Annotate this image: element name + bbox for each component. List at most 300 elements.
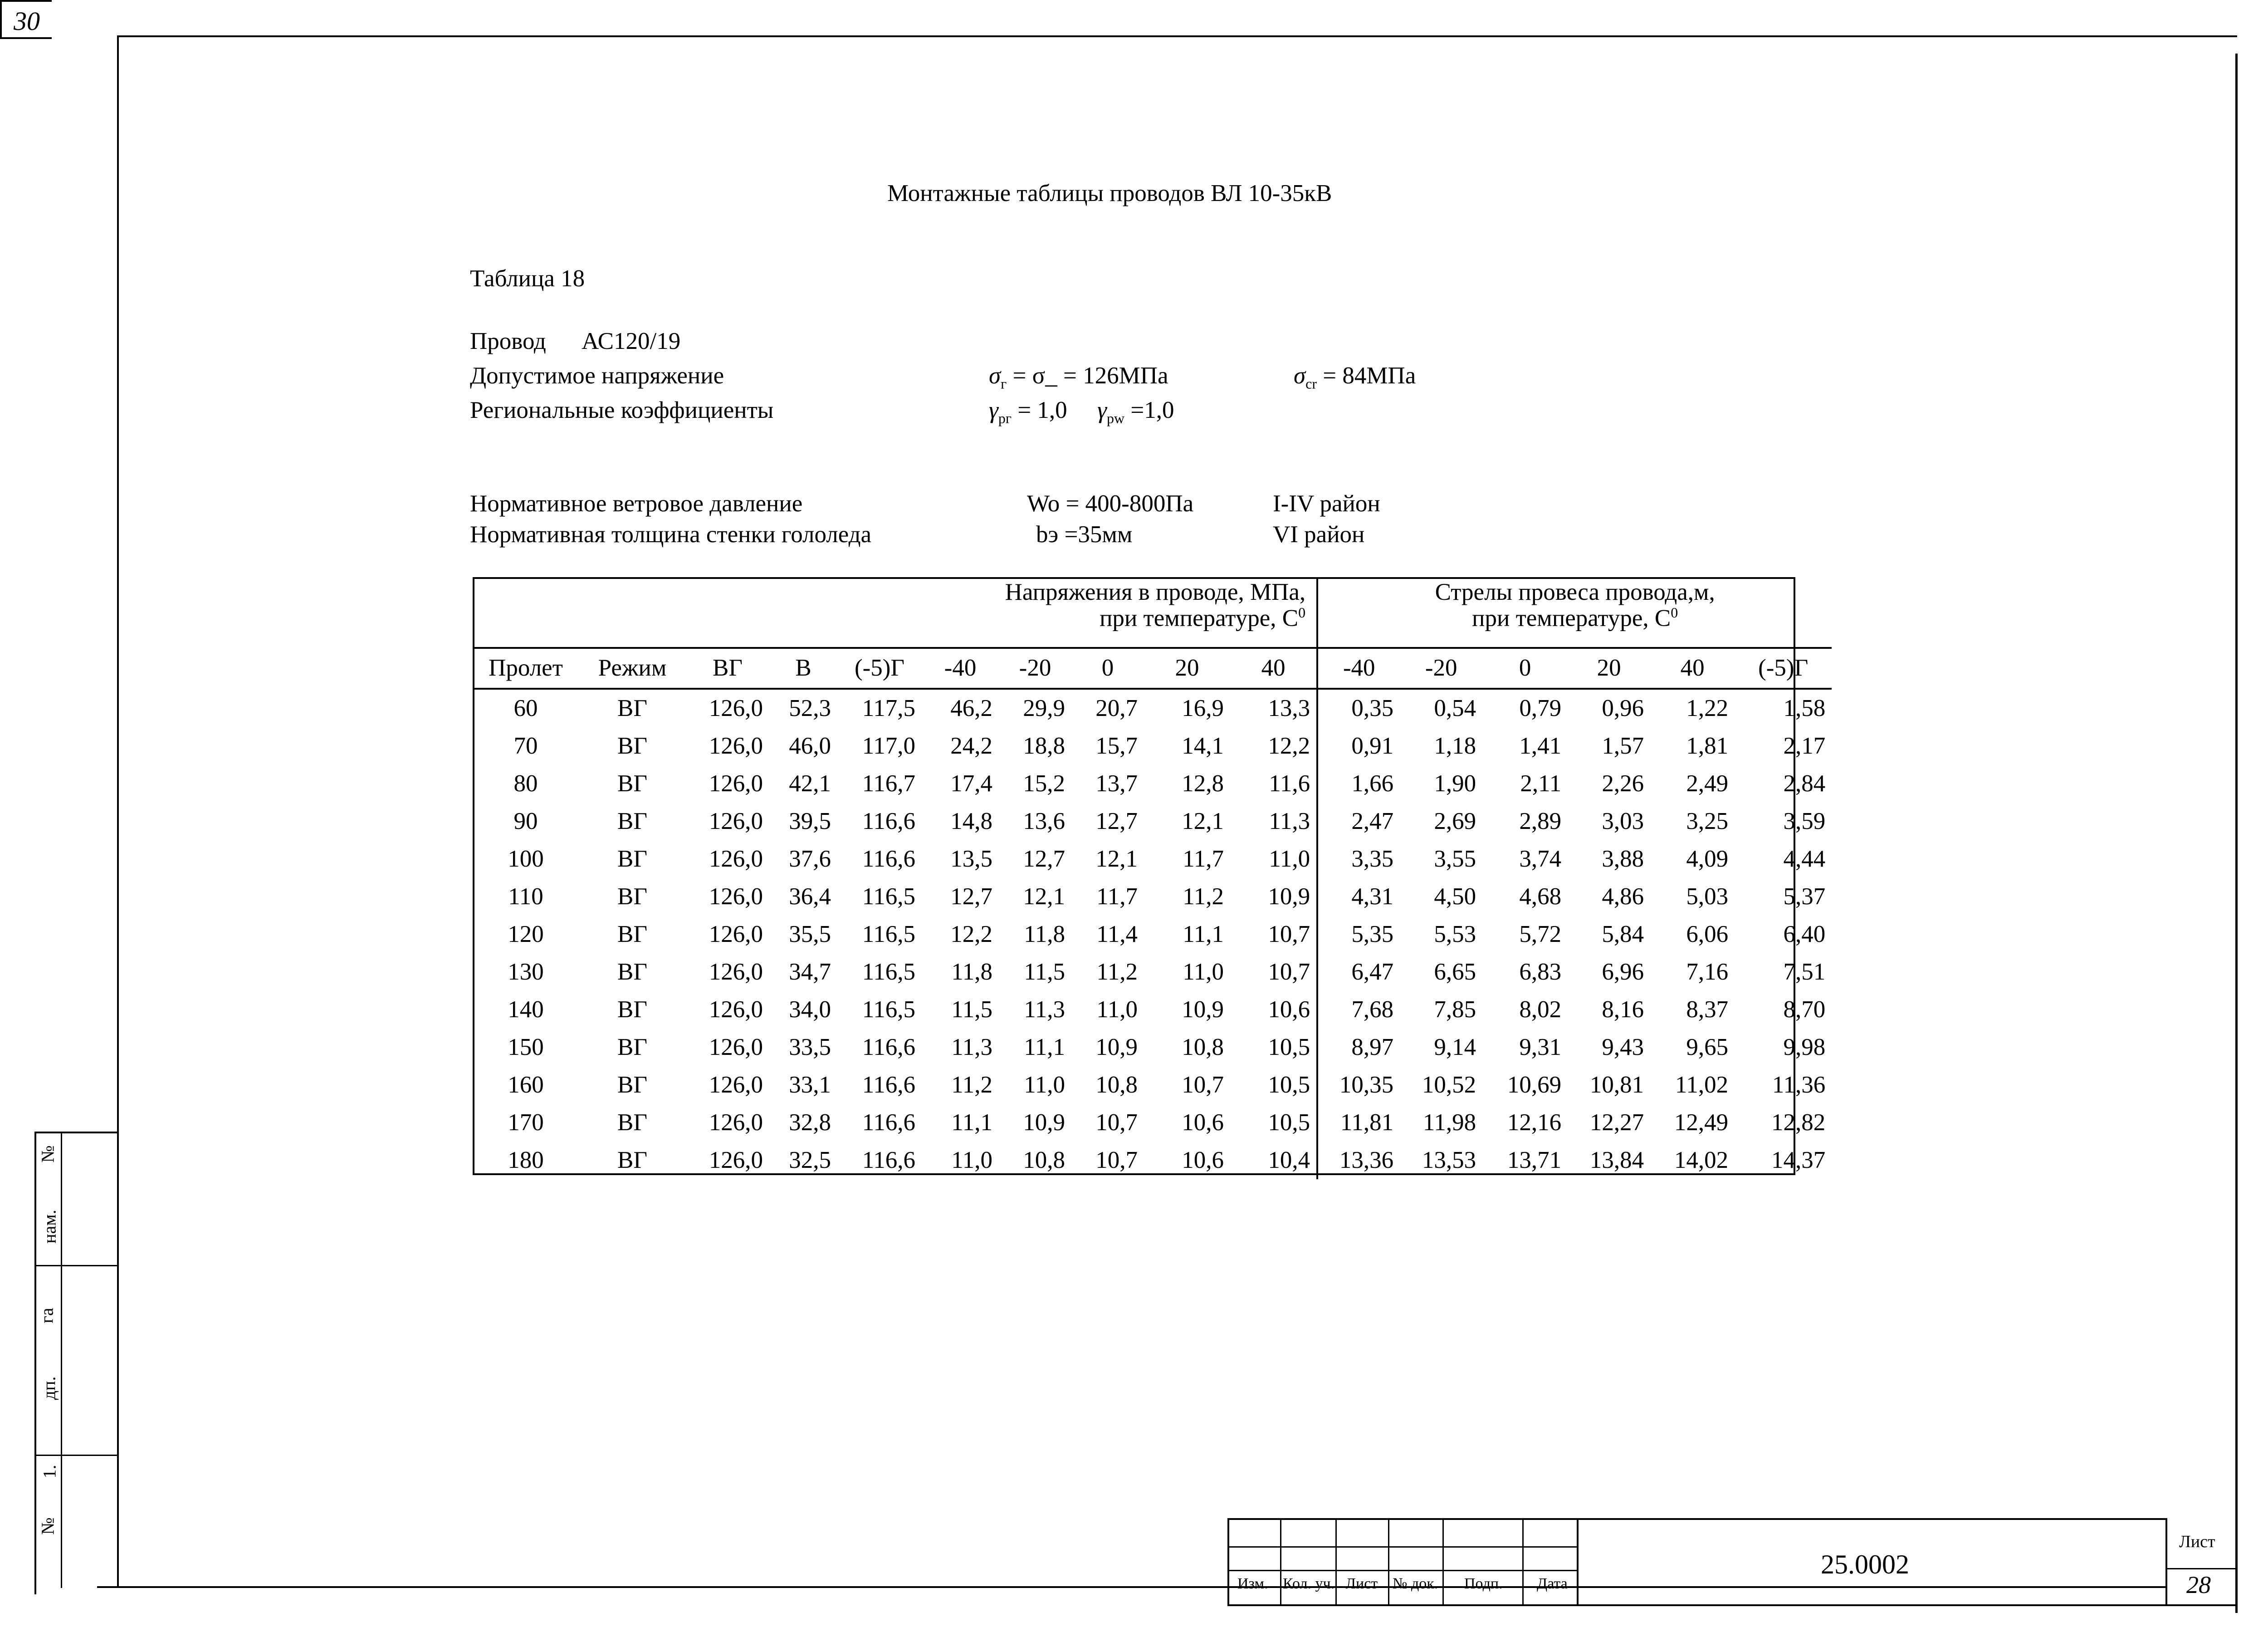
frame-left [117, 35, 119, 1588]
table-cell: 11,3 [1024, 996, 1065, 1023]
table-cell: 11,2 [951, 1071, 992, 1098]
stress-cr [1294, 364, 1416, 391]
table-cell: 9,98 [1783, 1034, 1826, 1060]
table-cell: 126,0 [709, 1147, 763, 1173]
table-cell: 24,2 [950, 732, 992, 759]
table-cell: 12,82 [1771, 1109, 1826, 1136]
table-cell: 2,69 [1434, 808, 1476, 834]
table-cell: 12,16 [1507, 1109, 1562, 1136]
table-cell: 10,81 [1589, 1071, 1644, 1098]
side-stamp-label: га [36, 1308, 57, 1323]
table-cell: 6,06 [1686, 921, 1729, 947]
sag-group-header [1317, 577, 1832, 648]
title-block-label-izm: Изм. [1237, 1575, 1268, 1592]
table-cell: 12,1 [1095, 845, 1138, 872]
table-cell: 110 [508, 883, 543, 910]
table-cell: 10,69 [1507, 1071, 1562, 1098]
table-cell: 11,7 [1096, 883, 1138, 910]
table-cell: 11,0 [1024, 1071, 1065, 1098]
sigma-cr-sub: cr [1305, 375, 1317, 392]
table-cell: 1,18 [1434, 732, 1476, 759]
column-header: (-5)Г [837, 648, 922, 689]
table-cell: 126,0 [709, 921, 763, 947]
wind-value: Wo = 400-800Па [1027, 490, 1194, 517]
table-cell: 10,5 [1230, 1104, 1317, 1142]
column-header: (-5)Г [1735, 648, 1832, 689]
side-stamp-div1 [34, 1265, 119, 1266]
table-cell: 10,9 [1182, 996, 1224, 1023]
table-row [473, 1142, 1832, 1179]
frame-bottom-right [2165, 1604, 2237, 1606]
table-cell: 3,88 [1602, 845, 1644, 872]
table-cell: 3,25 [1686, 808, 1729, 834]
table-cell: 1,66 [1351, 770, 1394, 797]
table-cell: 130 [508, 958, 544, 985]
table-cell: 10,8 [1095, 1071, 1138, 1098]
table-cell: 4,09 [1686, 845, 1729, 872]
table-cell: 1,58 [1783, 695, 1826, 721]
table-cell: 5,37 [1783, 883, 1826, 910]
table-cell: 80 [513, 770, 538, 797]
table-row [473, 991, 1832, 1029]
table-cell: 10,6 [1182, 1147, 1224, 1173]
table-cell: 126,0 [709, 732, 763, 759]
table-cell: ВГ [617, 996, 647, 1023]
table-cell: 0,91 [1351, 732, 1394, 759]
frame-bottom [97, 1586, 2165, 1588]
table-cell: 13,7 [1095, 770, 1138, 797]
table-cell: 8,70 [1783, 996, 1826, 1023]
coef-values [989, 398, 1174, 426]
table-cell: 11,6 [1230, 765, 1317, 803]
table-cell: 126,0 [709, 770, 763, 797]
table-cell: 15,2 [1023, 770, 1065, 797]
table-row [473, 1029, 1832, 1066]
stress-group-line1: Напряжения в проводе, МПа, [1005, 579, 1306, 605]
table-body [473, 689, 1832, 1179]
table-cell: 34,0 [789, 996, 831, 1023]
column-header: Режим [579, 648, 686, 689]
table-cell: ВГ [617, 958, 647, 985]
table-cell: ВГ [617, 808, 647, 834]
table-cell: 10,5 [1230, 1066, 1317, 1104]
table-cell: 46,0 [789, 732, 831, 759]
table-cell: 14,37 [1771, 1147, 1826, 1173]
table-cell: ВГ [617, 883, 647, 910]
table-cell: 10,7 [1095, 1147, 1138, 1173]
wire-value: АС120/19 [582, 328, 681, 354]
table-row [473, 953, 1832, 991]
table-cell: 16,9 [1182, 695, 1224, 721]
table-cell: 2,26 [1602, 770, 1644, 797]
table-cell: 126,0 [709, 1034, 763, 1060]
table-cell: 7,16 [1686, 958, 1729, 985]
column-header: Пролет [473, 648, 579, 689]
table-cell: 5,72 [1519, 921, 1562, 947]
table-row [473, 765, 1832, 803]
table-cell: 11,98 [1422, 1109, 1476, 1136]
table-cell: ВГ [617, 1071, 647, 1098]
table-cell: 160 [508, 1071, 544, 1098]
table-cell: 10,35 [1339, 1071, 1394, 1098]
table-cell: 126,0 [709, 1071, 763, 1098]
table-cell: 116,5 [862, 921, 915, 947]
table-cell: 11,02 [1675, 1071, 1729, 1098]
table-cell: 1,81 [1686, 732, 1729, 759]
table-cell: 13,3 [1230, 689, 1317, 727]
sag-group-line1: Стрелы провеса провода,м, [1435, 579, 1715, 605]
table-cell: 11,5 [951, 996, 992, 1023]
table-cell: 170 [508, 1109, 544, 1136]
table-cell: ВГ [617, 845, 647, 872]
table-cell: 126,0 [709, 996, 763, 1023]
table-cell: 2,84 [1783, 770, 1826, 797]
table-cell: 0,35 [1351, 695, 1394, 721]
table-cell: 34,7 [789, 958, 831, 985]
table-cell: 13,53 [1422, 1147, 1476, 1173]
table-cell: 6,65 [1434, 958, 1476, 985]
ice-region: VI район [1273, 521, 1365, 548]
column-header: 40 [1230, 648, 1317, 689]
table-cell: 3,03 [1602, 808, 1644, 834]
degree-sup: 0 [1671, 604, 1678, 621]
table-cell: 11,8 [1024, 921, 1065, 947]
table-cell: 12,1 [1182, 808, 1224, 834]
table-cell: 6,40 [1783, 921, 1826, 947]
table-cell: 116,6 [862, 1071, 915, 1098]
ice-value: bэ =35мм [1036, 521, 1133, 548]
gamma-pg-symbol: γ [989, 397, 998, 423]
table-cell: 117,5 [862, 695, 915, 721]
coef-label: Региональные коэффициенты [470, 397, 774, 423]
stress-formula-text: = σ_ = 126МПа [1007, 363, 1168, 389]
table-cell: 14,1 [1182, 732, 1224, 759]
table-cell: 2,17 [1783, 732, 1826, 759]
table-cell: 116,5 [862, 883, 915, 910]
gamma-pg-sub: pг [998, 410, 1012, 426]
stress-label: Допустимое напряжение [470, 363, 724, 389]
page-corner-number: 30 [0, 0, 52, 39]
table-row [473, 1104, 1832, 1142]
table-cell: 10,9 [1230, 878, 1317, 916]
table-cell: 12,2 [950, 921, 992, 947]
frame-right [2235, 54, 2238, 1613]
table-cell: 5,03 [1686, 883, 1729, 910]
table-cell: 13,71 [1507, 1147, 1562, 1173]
table-cell: 10,7 [1230, 953, 1317, 991]
table-cell: 3,35 [1351, 845, 1394, 872]
table-cell: 4,31 [1351, 883, 1394, 910]
table-cell: ВГ [617, 921, 647, 947]
column-header: -40 [922, 648, 999, 689]
table-cell: 4,68 [1519, 883, 1562, 910]
table-cell: ВГ [617, 1147, 647, 1173]
table-row [473, 878, 1832, 916]
table-row [473, 840, 1832, 878]
side-stamp-mid [61, 1132, 62, 1588]
table-cell: 4,86 [1602, 883, 1644, 910]
table-cell: 11,3 [1230, 803, 1317, 840]
table-cell: 11,1 [1183, 921, 1224, 947]
table-cell: 116,6 [862, 1147, 915, 1173]
stress-cr-text: = 84МПа [1317, 363, 1416, 389]
table-cell: 70 [513, 732, 538, 759]
column-header: 20 [1568, 648, 1650, 689]
table-cell: 10,8 [1182, 1034, 1224, 1060]
table-cell: 7,85 [1434, 996, 1476, 1023]
sheet-number: 28 [2186, 1571, 2211, 1598]
table-column-header [473, 648, 1832, 689]
sag-group-line2: при температуре, С [1472, 605, 1671, 632]
wind-region: I-IV район [1273, 490, 1380, 517]
table-cell: 29,9 [1023, 695, 1065, 721]
stress-formula [989, 364, 1168, 391]
table-cell: 6,47 [1351, 958, 1394, 985]
wind-label: Нормативное ветровое давление [470, 490, 803, 517]
table-cell: ВГ [617, 1034, 647, 1060]
table-cell: 10,5 [1230, 1029, 1317, 1066]
column-header: 0 [1071, 648, 1144, 689]
title-block-label-kol: Кол. уч. [1283, 1575, 1335, 1592]
table-cell: 4,50 [1434, 883, 1476, 910]
table-cell: 116,6 [862, 808, 915, 834]
table-cell: 12,1 [1023, 883, 1065, 910]
stress-group-line2: при температуре, С [1100, 605, 1299, 632]
table-cell: 12,7 [950, 883, 992, 910]
table-cell: 33,1 [789, 1071, 831, 1098]
table-cell: 10,7 [1095, 1109, 1138, 1136]
title-block-label-doc: № док. [1393, 1575, 1438, 1592]
title-block-label-podp: Подп. [1464, 1575, 1503, 1592]
table-cell: ВГ [617, 770, 647, 797]
table-cell: 11,7 [1183, 845, 1224, 872]
table-cell: 11,1 [951, 1109, 992, 1136]
column-header: ВГ [686, 648, 769, 689]
table-cell: 126,0 [709, 958, 763, 985]
table-cell: 36,4 [789, 883, 831, 910]
column-header: -20 [1400, 648, 1482, 689]
side-stamp-label: № [37, 1517, 58, 1535]
table-cell: 46,2 [950, 695, 992, 721]
table-cell: 1,41 [1519, 732, 1562, 759]
table-cell: 35,5 [789, 921, 831, 947]
table-cell: 6,83 [1519, 958, 1562, 985]
table-cell: 126,0 [709, 1109, 763, 1136]
table-cell: 140 [508, 996, 544, 1023]
side-stamp-label: 1. [39, 1465, 60, 1479]
table-cell: 9,65 [1686, 1034, 1729, 1060]
table-cell: 2,89 [1519, 808, 1562, 834]
side-stamp-label: дп. [39, 1376, 59, 1400]
table-cell: 8,16 [1602, 996, 1644, 1023]
table-cell: 180 [508, 1147, 544, 1173]
column-header: В [769, 648, 837, 689]
wire-label: Провод [470, 328, 546, 354]
table-cell: 5,53 [1434, 921, 1476, 947]
table-cell: 11,81 [1340, 1109, 1394, 1136]
table-cell: 17,4 [950, 770, 992, 797]
table-cell: 2,47 [1351, 808, 1394, 834]
table-cell: 12,2 [1230, 727, 1317, 765]
document-code: 25.0002 [1821, 1549, 1909, 1579]
degree-sup: 0 [1298, 604, 1306, 621]
sigma-symbol: σ [989, 363, 1001, 389]
table-row [473, 727, 1832, 765]
table-cell: 0,54 [1434, 695, 1476, 721]
stress-group-header [473, 577, 1317, 648]
table-cell: 52,3 [789, 695, 831, 721]
table-cell: 13,84 [1589, 1147, 1644, 1173]
table-cell: 126,0 [709, 883, 763, 910]
table-cell: 13,36 [1339, 1147, 1394, 1173]
table-cell: 9,43 [1602, 1034, 1644, 1060]
side-stamp-left [34, 1132, 36, 1594]
page-title: Монтажные таблицы проводов ВЛ 10-35кВ [887, 180, 1332, 206]
table-cell: ВГ [617, 695, 647, 721]
table-cell: 12,8 [1182, 770, 1224, 797]
table-cell: 126,0 [709, 845, 763, 872]
table-cell: 126,0 [709, 695, 763, 721]
table-cell: 14,8 [950, 808, 992, 834]
table-cell: 117,0 [862, 732, 915, 759]
table-cell: 1,57 [1602, 732, 1644, 759]
table-cell: 3,59 [1783, 808, 1826, 834]
table-cell: 42,1 [789, 770, 831, 797]
table-cell: 7,68 [1351, 996, 1394, 1023]
table-cell: 10,52 [1422, 1071, 1476, 1098]
table-cell: 12,7 [1023, 845, 1065, 872]
table-row [473, 916, 1832, 953]
table-cell: 14,02 [1674, 1147, 1729, 1173]
table-cell: 32,5 [789, 1147, 831, 1173]
table-cell: 11,3 [951, 1034, 992, 1060]
table-cell: ВГ [617, 1109, 647, 1136]
table-cell: 8,97 [1351, 1034, 1394, 1060]
table-cell: 8,02 [1519, 996, 1562, 1023]
table-cell: 10,8 [1023, 1147, 1065, 1173]
table-cell: 11,0 [1096, 996, 1138, 1023]
table-cell: 15,7 [1095, 732, 1138, 759]
table-cell: 2,11 [1520, 770, 1562, 797]
table-cell: 13,5 [950, 845, 992, 872]
table-cell: 37,6 [789, 845, 831, 872]
table-row [473, 689, 1832, 727]
gamma-pg-value: = 1,0 [1012, 397, 1067, 423]
table-cell: 32,8 [789, 1109, 831, 1136]
frame-top [117, 35, 2237, 37]
table-cell: 10,6 [1182, 1109, 1224, 1136]
table-cell: 7,51 [1783, 958, 1826, 985]
column-header: 20 [1144, 648, 1230, 689]
gamma-pw-symbol: γ [1097, 397, 1107, 423]
table-cell: 10,6 [1230, 991, 1317, 1029]
title-block-label-list: Лист [1345, 1575, 1378, 1592]
sigma-cr-symbol: σ [1294, 363, 1306, 389]
table-cell: 126,0 [709, 808, 763, 834]
table-cell: 116,5 [862, 958, 915, 985]
ice-label: Нормативная толщина стенки гололеда [470, 521, 872, 548]
column-header: 40 [1650, 648, 1735, 689]
table-row [473, 803, 1832, 840]
table-cell: 1,90 [1434, 770, 1476, 797]
column-header: 0 [1482, 648, 1568, 689]
table-cell: 11,4 [1096, 921, 1138, 947]
side-stamp-label: нам. [39, 1210, 60, 1244]
table-cell: 3,55 [1434, 845, 1476, 872]
table-cell: 0,96 [1602, 695, 1644, 721]
table-cell: 116,5 [862, 996, 915, 1023]
table-cell: 116,7 [862, 770, 915, 797]
gamma-pw-value: =1,0 [1124, 397, 1174, 423]
table-cell: 11,0 [951, 1147, 992, 1173]
table-cell: 150 [508, 1034, 544, 1060]
column-header: -40 [1317, 648, 1400, 689]
column-header: -20 [999, 648, 1071, 689]
sigma-sub: г [1001, 375, 1007, 392]
table-cell: 4,44 [1783, 845, 1826, 872]
table-cell: 120 [508, 921, 544, 947]
table-cell: 100 [508, 845, 544, 872]
table-group-header [473, 577, 1832, 648]
side-stamp-top [34, 1132, 119, 1133]
table-cell: 39,5 [789, 808, 831, 834]
gamma-pw-sub: pw [1107, 410, 1125, 426]
table-cell: 0,79 [1519, 695, 1562, 721]
sheet-label: Лист [2179, 1532, 2215, 1551]
table-cell: 11,0 [1183, 958, 1224, 985]
table-cell: 11,5 [1024, 958, 1065, 985]
table-cell: ВГ [617, 732, 647, 759]
side-stamp-label: № [37, 1145, 58, 1163]
table-cell: 1,22 [1686, 695, 1729, 721]
table-cell: 116,6 [862, 1034, 915, 1060]
table-cell: 3,74 [1519, 845, 1562, 872]
sag-tension-table [473, 577, 1832, 1179]
table-cell: 6,96 [1602, 958, 1644, 985]
table-cell: 11,2 [1096, 958, 1138, 985]
table-cell: 11,1 [1024, 1034, 1065, 1060]
table-cell: 9,31 [1519, 1034, 1562, 1060]
table-cell: 10,7 [1230, 916, 1317, 953]
table-cell: 12,27 [1589, 1109, 1644, 1136]
table-cell: 9,14 [1434, 1034, 1476, 1060]
table-cell: 11,8 [951, 958, 992, 985]
table-cell: 11,2 [1183, 883, 1224, 910]
table-cell: 10,9 [1023, 1109, 1065, 1136]
table-row [473, 1066, 1832, 1104]
table-cell: 60 [513, 695, 538, 721]
table-cell: 8,37 [1686, 996, 1729, 1023]
table-cell: 13,6 [1023, 808, 1065, 834]
table-cell: 18,8 [1023, 732, 1065, 759]
table-cell: 11,0 [1230, 840, 1317, 878]
table-cell: 11,36 [1772, 1071, 1826, 1098]
table-cell: 10,4 [1230, 1142, 1317, 1179]
side-stamp-div2 [34, 1455, 119, 1456]
table-cell: 10,7 [1182, 1071, 1224, 1098]
table-cell: 12,7 [1095, 808, 1138, 834]
table-cell: 33,5 [789, 1034, 831, 1060]
table-cell: 116,6 [862, 845, 915, 872]
table-number: Таблица 18 [470, 265, 585, 292]
table-cell: 10,9 [1095, 1034, 1138, 1060]
table-cell: 116,6 [862, 1109, 915, 1136]
table-cell: 5,84 [1602, 921, 1644, 947]
title-block-label-data: Дата [1537, 1575, 1568, 1592]
table-cell: 2,49 [1686, 770, 1729, 797]
table-cell: 90 [513, 808, 538, 834]
table-cell: 5,35 [1351, 921, 1394, 947]
